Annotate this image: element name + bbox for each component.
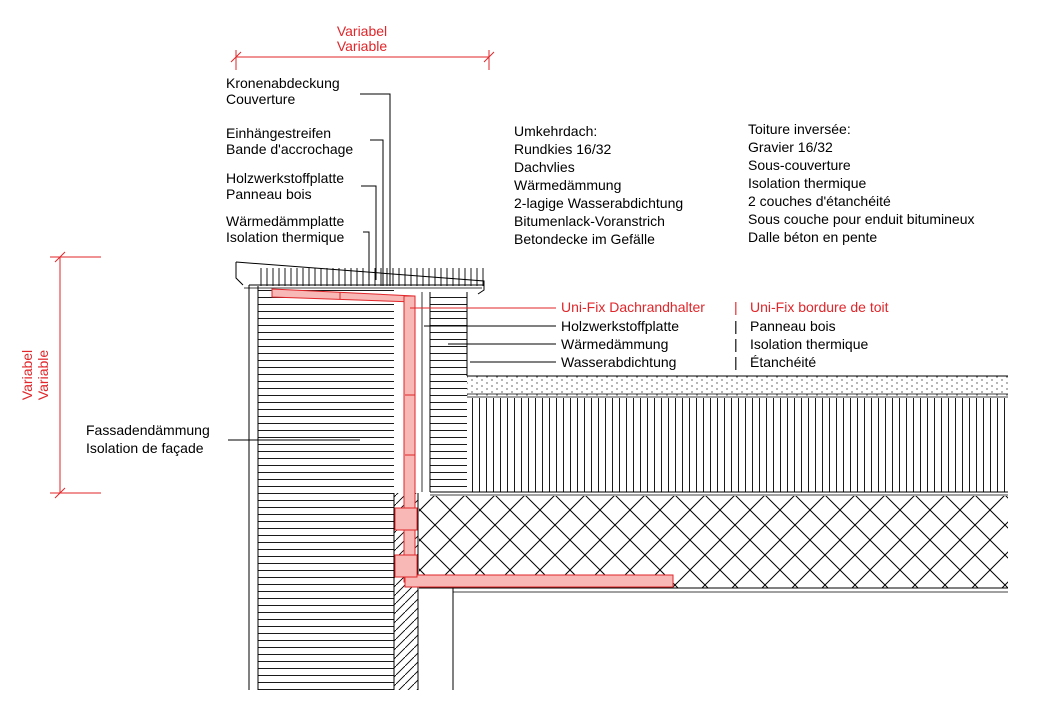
label-wood-board-fr: Panneau bois [750, 318, 836, 334]
label-wood-panel-fr: Panneau bois [226, 186, 312, 202]
label-thermal-insulation-fr: Isolation thermique [750, 336, 869, 352]
roof-buildup [419, 376, 1008, 690]
labels-right [561, 299, 889, 370]
label-separator: | [734, 336, 738, 352]
label-facade-de: Fassadendämmung [86, 422, 210, 438]
dim-left-line2: Variable [35, 349, 51, 401]
roof-de-layer: Rundkies 16/32 [514, 141, 612, 157]
roof-layers-de [514, 123, 683, 247]
concrete-slab [419, 496, 1008, 588]
label-hanging-strip-de: Einhängestreifen [226, 125, 332, 141]
label-separator: | [734, 318, 738, 334]
cap-insulation [258, 268, 484, 286]
label-waterproofing-fr: Étanchéité [750, 354, 817, 370]
dim-top-line1: Variabel [336, 23, 388, 39]
label-wood-panel-de: Holzwerkstoffplatte [226, 170, 345, 186]
roof-fr-layer: Sous couche pour enduit bitumineux [748, 211, 975, 227]
parapet-thermal-insulation [430, 292, 467, 492]
dimension-left [19, 252, 101, 498]
roof-de-layer: Wärmedämmung [514, 177, 622, 193]
dim-left-line1: Variabel [19, 349, 35, 401]
roof-insulation-layer [467, 398, 1008, 492]
label-unifix-fr: Uni-Fix bordure de toit [750, 299, 889, 315]
label-crown-cover-de: Kronenabdeckung [226, 75, 340, 91]
label-facade-fr: Isolation de façade [86, 440, 204, 456]
label-separator: | [734, 299, 738, 315]
dim-top-line2: Variable [336, 38, 388, 54]
roof-de-layer: Betondecke im Gefälle [514, 231, 655, 247]
label-unifix-de: Uni-Fix Dachrandhalter [561, 299, 705, 315]
label-insulation-board-de: Wärmedämmplatte [226, 213, 345, 229]
label-insulation-board-fr: Isolation thermique [226, 229, 345, 245]
roof-fr-layer: Isolation thermique [748, 175, 867, 191]
roof-de-layer: Dachvlies [514, 159, 575, 175]
label-wood-board-de: Holzwerkstoffplatte [561, 318, 680, 334]
label-separator: | [734, 354, 738, 370]
roof-layers-fr [748, 121, 974, 245]
roof-fr-layer: Dalle béton en pente [748, 229, 878, 245]
roof-fr-title: Toiture inversée: [748, 121, 851, 137]
gravel-layer [467, 376, 1008, 396]
dimension-top [231, 23, 494, 70]
roof-fr-layer: Sous-couverture [748, 157, 851, 173]
label-waterproofing-de: Wasserabdichtung [561, 354, 677, 370]
roof-de-layer: 2-lagige Wasserabdichtung [514, 195, 684, 211]
roof-de-title: Umkehrdach: [514, 123, 598, 139]
label-crown-cover-fr: Couverture [226, 91, 296, 107]
label-thermal-insulation-de: Wärmedämmung [561, 336, 669, 352]
facade-insulation [258, 286, 394, 690]
label-hanging-strip-fr: Bande d'accrochage [226, 141, 354, 157]
roof-de-layer: Bitumenlack-Voranstrich [514, 213, 665, 229]
roof-fr-layer: Gravier 16/32 [748, 139, 833, 155]
roof-fr-layer: 2 couches d'étanchéité [748, 193, 891, 209]
